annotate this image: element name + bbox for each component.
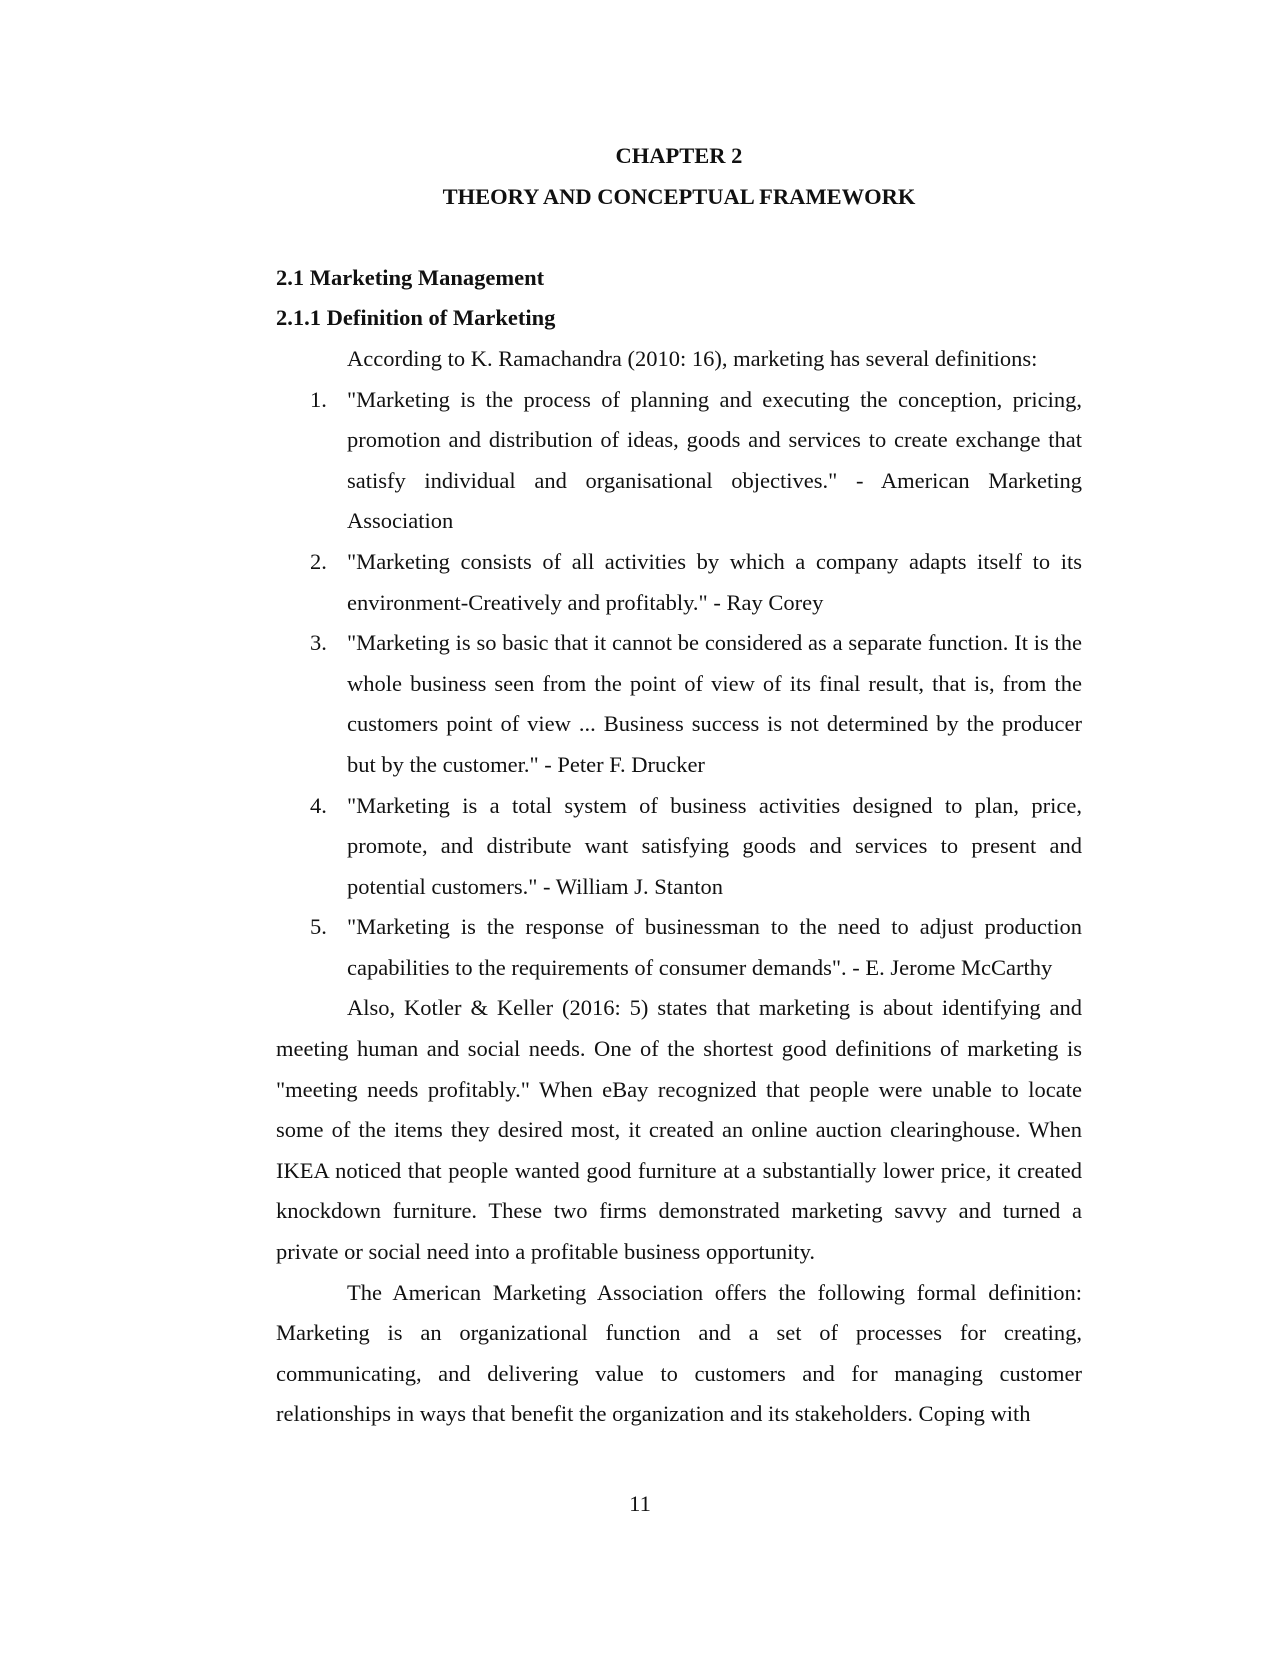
definition-item (276, 786, 1082, 908)
definition-text: "Marketing is the process of planning and executing the conception, pricing, promotion and distribution of ideas, goods and services to create exchange that satisfy individual and organisational objectives." - American Marketing Association (347, 386, 1082, 534)
body-paragraph: Also, Kotler & Keller (2016: 5) states that marketing is about identifying and meeting human and social needs. One of the shortest good definitions of marketing is "meeting needs profitably." When eBay recognized that people were unable to locate some of the items they desired most, it created an online auction clearinghouse. When IKEA noticed that people wanted good furniture at a substantially lower price, it created knockdown furniture. These two firms demonstrated marketing savvy and turned a private or social need into a profitable business opportunity. (276, 995, 1082, 1265)
definition-number: 1. (310, 386, 327, 412)
intro-paragraph: According to K. Ramachandra (2010: 16), marketing has several definitions: (347, 345, 1038, 371)
definition-number: 4. (310, 792, 327, 818)
definition-text: "Marketing is the response of businessman to the need to adjust production capabilities to the requirements of consumer demands". - E. Jerome McCarthy (347, 914, 1082, 980)
definition-text: "Marketing consists of all activities by which a company adapts itself to its environment-Creatively and profitably." - Ray Corey (347, 548, 1082, 615)
definition-text: "Marketing is a total system of business activities designed to plan, price, promote, and distribute want satisfying goods and services to present and potential customers." - William J. Stanton (347, 792, 1082, 899)
definition-item (276, 907, 1082, 988)
subsection-heading: 2.1.1 Definition of Marketing (276, 305, 556, 331)
definition-list (276, 380, 1082, 989)
definition-number: 3. (310, 630, 327, 656)
chapter-heading (276, 136, 1082, 217)
definition-number: 2. (310, 548, 327, 574)
definition-item (276, 542, 1082, 623)
page-number: 11 (629, 1491, 651, 1516)
chapter-title: CHAPTER 2 (615, 143, 743, 168)
page-content (276, 136, 1082, 1435)
heading-spacer (276, 217, 1082, 258)
chapter-subtitle: THEORY AND CONCEPTUAL FRAMEWORK (442, 183, 916, 209)
definition-text: "Marketing is so basic that it cannot be considered as a separate function. It is the whole business seen from the point of view of its final result, that is, from the customers point of view ... Business success is not determined by the producer but by the customer." - Peter F. Drucker (347, 630, 1082, 777)
definition-item (276, 380, 1082, 542)
body-paragraph: The American Marketing Association offers the following formal definition: Marketing is an organizational function and a set of processes for creating, communicating, and delivering value to customers and for managing customer relationships in ways that benefit the organization and its stakeholders. Coping with (276, 1279, 1082, 1427)
definition-item (276, 623, 1082, 785)
definition-number: 5. (310, 914, 327, 940)
section-heading: 2.1 Marketing Management (276, 264, 545, 290)
